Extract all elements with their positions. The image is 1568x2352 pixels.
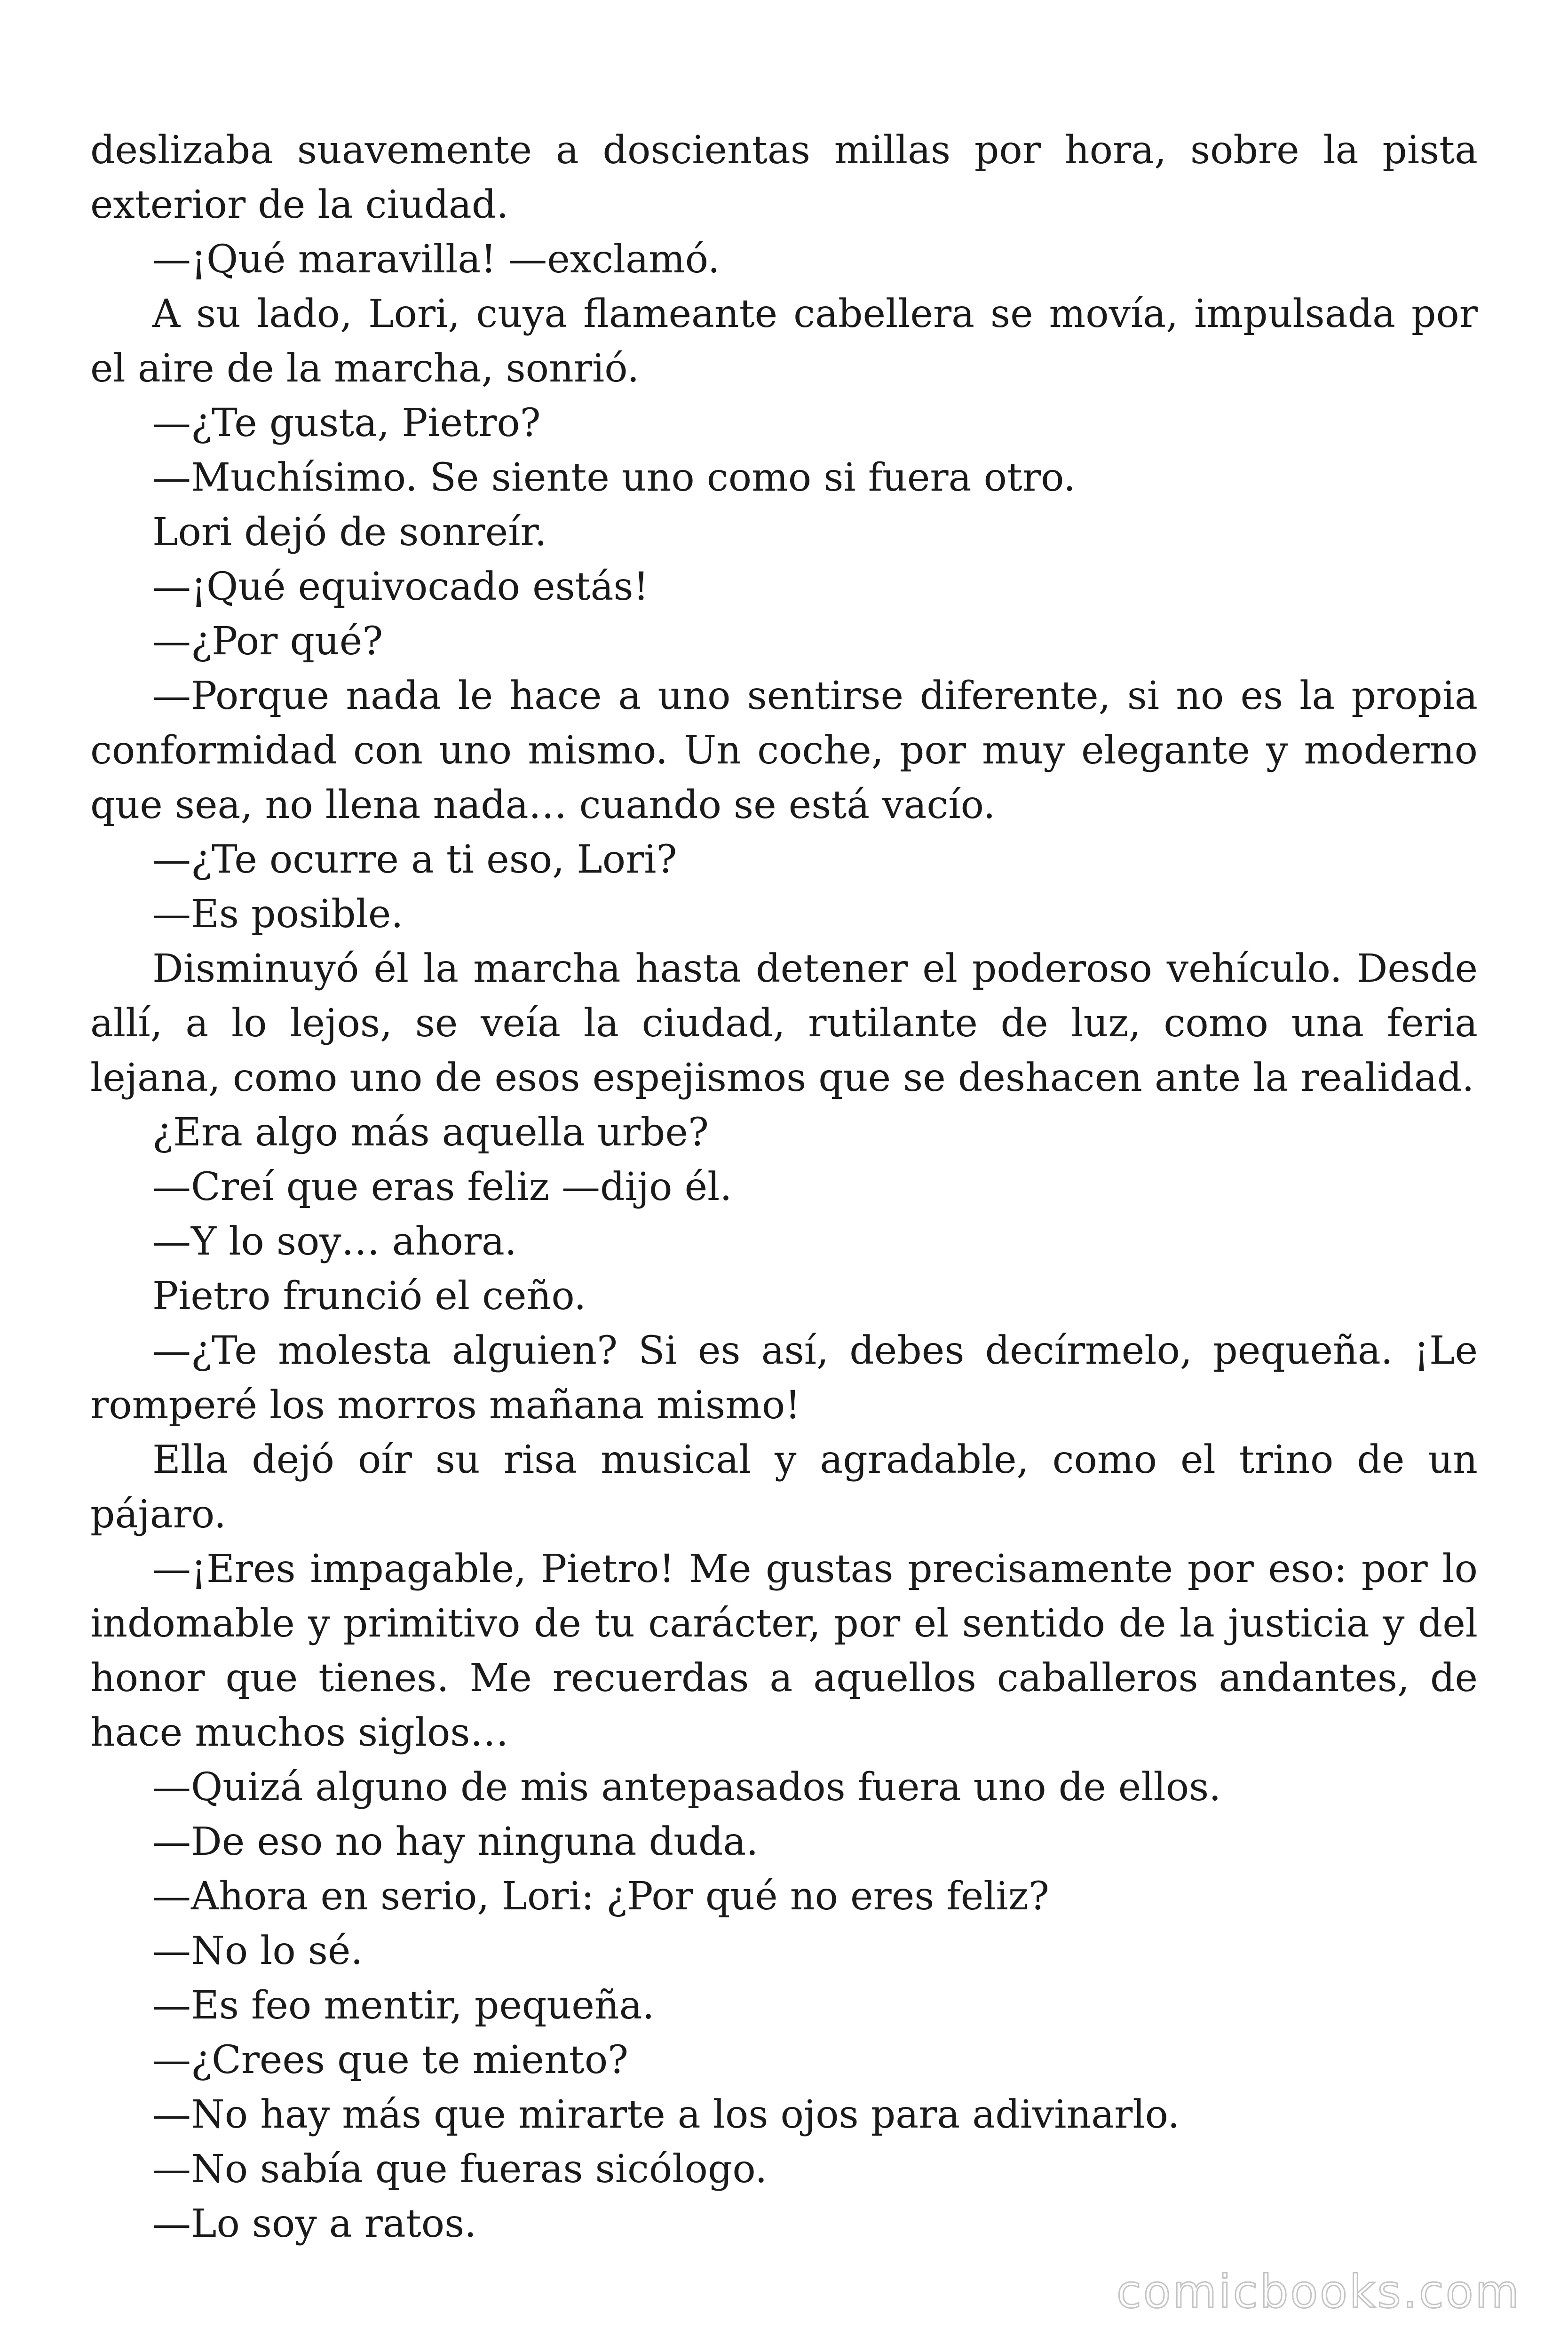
paragraph: —¿Te ocurre a ti eso, Lori? [152,837,677,882]
paragraph: —Lo soy a ratos. [152,2201,477,2246]
paragraph: A su lado, Lori, cuya flameante cabellera se movía, impulsada por el aire de la marcha, sonrió. [90,292,1478,391]
paragraph: —¿Por qué? [152,619,383,664]
paragraph: —¡Qué maravilla! —exclamó. [152,237,720,282]
page-body-text [90,123,1478,2251]
paragraph: Ella dejó oír su risa musical y agradable, como el trino de un pájaro. [90,1438,1478,1537]
paragraph: —¿Te gusta, Pietro? [152,401,541,445]
paragraph: deslizaba suavemente a doscientas millas por hora, sobre la pista exterior de la ciudad. [90,128,1478,227]
paragraph: —Muchísimo. Se siente uno como si fuera otro. [152,455,1076,500]
paragraph: —Es feo mentir, pequeña. [152,1983,655,2028]
paragraph: —Es posible. [152,892,404,937]
paragraph: —Quizá alguno de mis antepasados fuera uno de ellos. [152,1765,1221,1810]
paragraph: —Y lo soy… ahora. [152,1219,517,1264]
paragraph: —No hay más que mirarte a los ojos para adivinarlo. [152,2092,1180,2137]
paragraph: —No sabía que fueras sicólogo. [152,2147,768,2192]
watermark-logo: comicbooks.com [1116,2265,1521,2318]
paragraph: —Ahora en serio, Lori: ¿Por qué no eres feliz? [152,1874,1049,1919]
paragraph: —¿Crees que te miento? [152,2038,629,2082]
paragraph: Pietro frunció el ceño. [152,1274,586,1319]
paragraph: ¿Era algo más aquella urbe? [152,1110,709,1155]
paragraph: —De eso no hay ninguna duda. [152,1820,759,1864]
paragraph: —No lo sé. [152,1929,363,1973]
paragraph: —Porque nada le hace a uno sentirse diferente, si no es la propia conformidad con uno mismo. Un coche, por muy elegante y moderno que sea, no llena nada… cuando se está vacío. [90,674,1478,827]
paragraph: Disminuyó él la marcha hasta detener el poderoso vehículo. Desde allí, a lo lejos, se veía la ciudad, rutilante de luz, como una feria lejana, como uno de esos espejismos que se deshacen ante la realidad. [90,946,1478,1100]
paragraph: —Creí que eras feliz —dijo él. [152,1165,732,1209]
paragraph: —¡Qué equivocado estás! [152,564,649,609]
paragraph: —¡Eres impagable, Pietro! Me gustas precisamente por eso: por lo indomable y primitivo de tu carácter, por el sentido de la justicia y del honor que tienes. Me recuerdas a aquellos caballeros andantes, de hace muchos siglos… [90,1547,1478,1755]
paragraph: —¿Te molesta alguien? Si es así, debes decírmelo, pequeña. ¡Le romperé los morros mañana mismo! [90,1328,1478,1428]
paragraph: Lori dejó de sonreír. [152,510,547,555]
